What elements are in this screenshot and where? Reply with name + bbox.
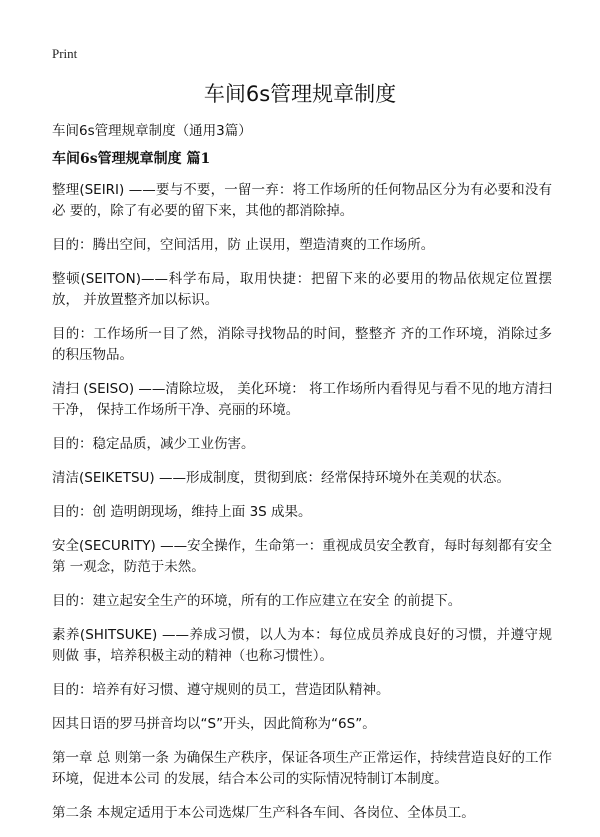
paragraph: 目的：建立起安全生产的环境，所有的工作应建立在安全 的前提下。 <box>52 593 462 609</box>
paragraph: 清洁(SEIKETSU) ——形成制度，贯彻到底：经常保持环境外在美观的状态。 <box>52 470 510 486</box>
paragraph: 目的：工作场所一目了然，消除寻找物品的时间，整整齐 齐的工作环境，消除过多的积压物品。 <box>52 326 552 363</box>
paragraph: 整顿(SEITON)——科学布局，取用快捷：把留下来的必要用的物品依规定位置摆放， 并放置整齐加以标识。 <box>52 271 552 308</box>
paragraph: 第一章 总 则第一条 为确保生产秩序，保证各项生产正常运作，持续营造良好的工作环境，促进本公司 的发展，结合本公司的实际情况特制订本制度。 <box>52 750 552 787</box>
paragraph: 目的：培养有好习惯、遵守规则的员工，营造团队精神。 <box>52 682 390 698</box>
paragraph: 目的：稳定品质，减少工业伤害。 <box>52 436 255 452</box>
paragraph: 因其日语的罗马拼音均以“S”开头，因此简称为“6S”。 <box>52 716 376 732</box>
paragraph: 目的：创 造明朗现场，维持上面 3S 成果。 <box>52 504 312 520</box>
document-body <box>52 180 552 837</box>
document-subtitle: 车间6s管理规章制度（通用3篇） <box>52 123 252 139</box>
section-heading: 车间6s管理规章制度 篇1 <box>52 151 211 167</box>
paragraph: 整理(SEIRI) ——要与不要，一留一弃：将工作场所的任何物品区分为有必要和没有必 要的，除了有必要的留下来，其他的都消除掉。 <box>52 182 552 219</box>
paragraph: 清扫 (SEISO) ——清除垃圾， 美化环境： 将工作场所内看得见与看不见的地方清扫干净， 保持工作场所干净、亮丽的环境。 <box>52 381 552 418</box>
print-link[interactable]: Print <box>52 46 78 61</box>
page-title: 车间6s管理规章制度 <box>203 82 397 106</box>
paragraph: 素养(SHITSUKE) ——养成习惯，以人为本：每位成员养成良好的习惯，并遵守规则做 事，培养积极主动的精神（也称习惯性）。 <box>52 627 552 664</box>
paragraph: 目的：腾出空间，空间活用，防 止误用，塑造清爽的工作场所。 <box>52 237 435 253</box>
paragraph: 第二条 本规定适用于本公司选煤厂生产科各车间、各岗位、全体员工。 <box>52 805 475 821</box>
paragraph: 安全(SECURITY) ——安全操作，生命第一：重视成员安全教育，每时每刻都有安全第 一观念，防范于未然。 <box>52 538 552 575</box>
